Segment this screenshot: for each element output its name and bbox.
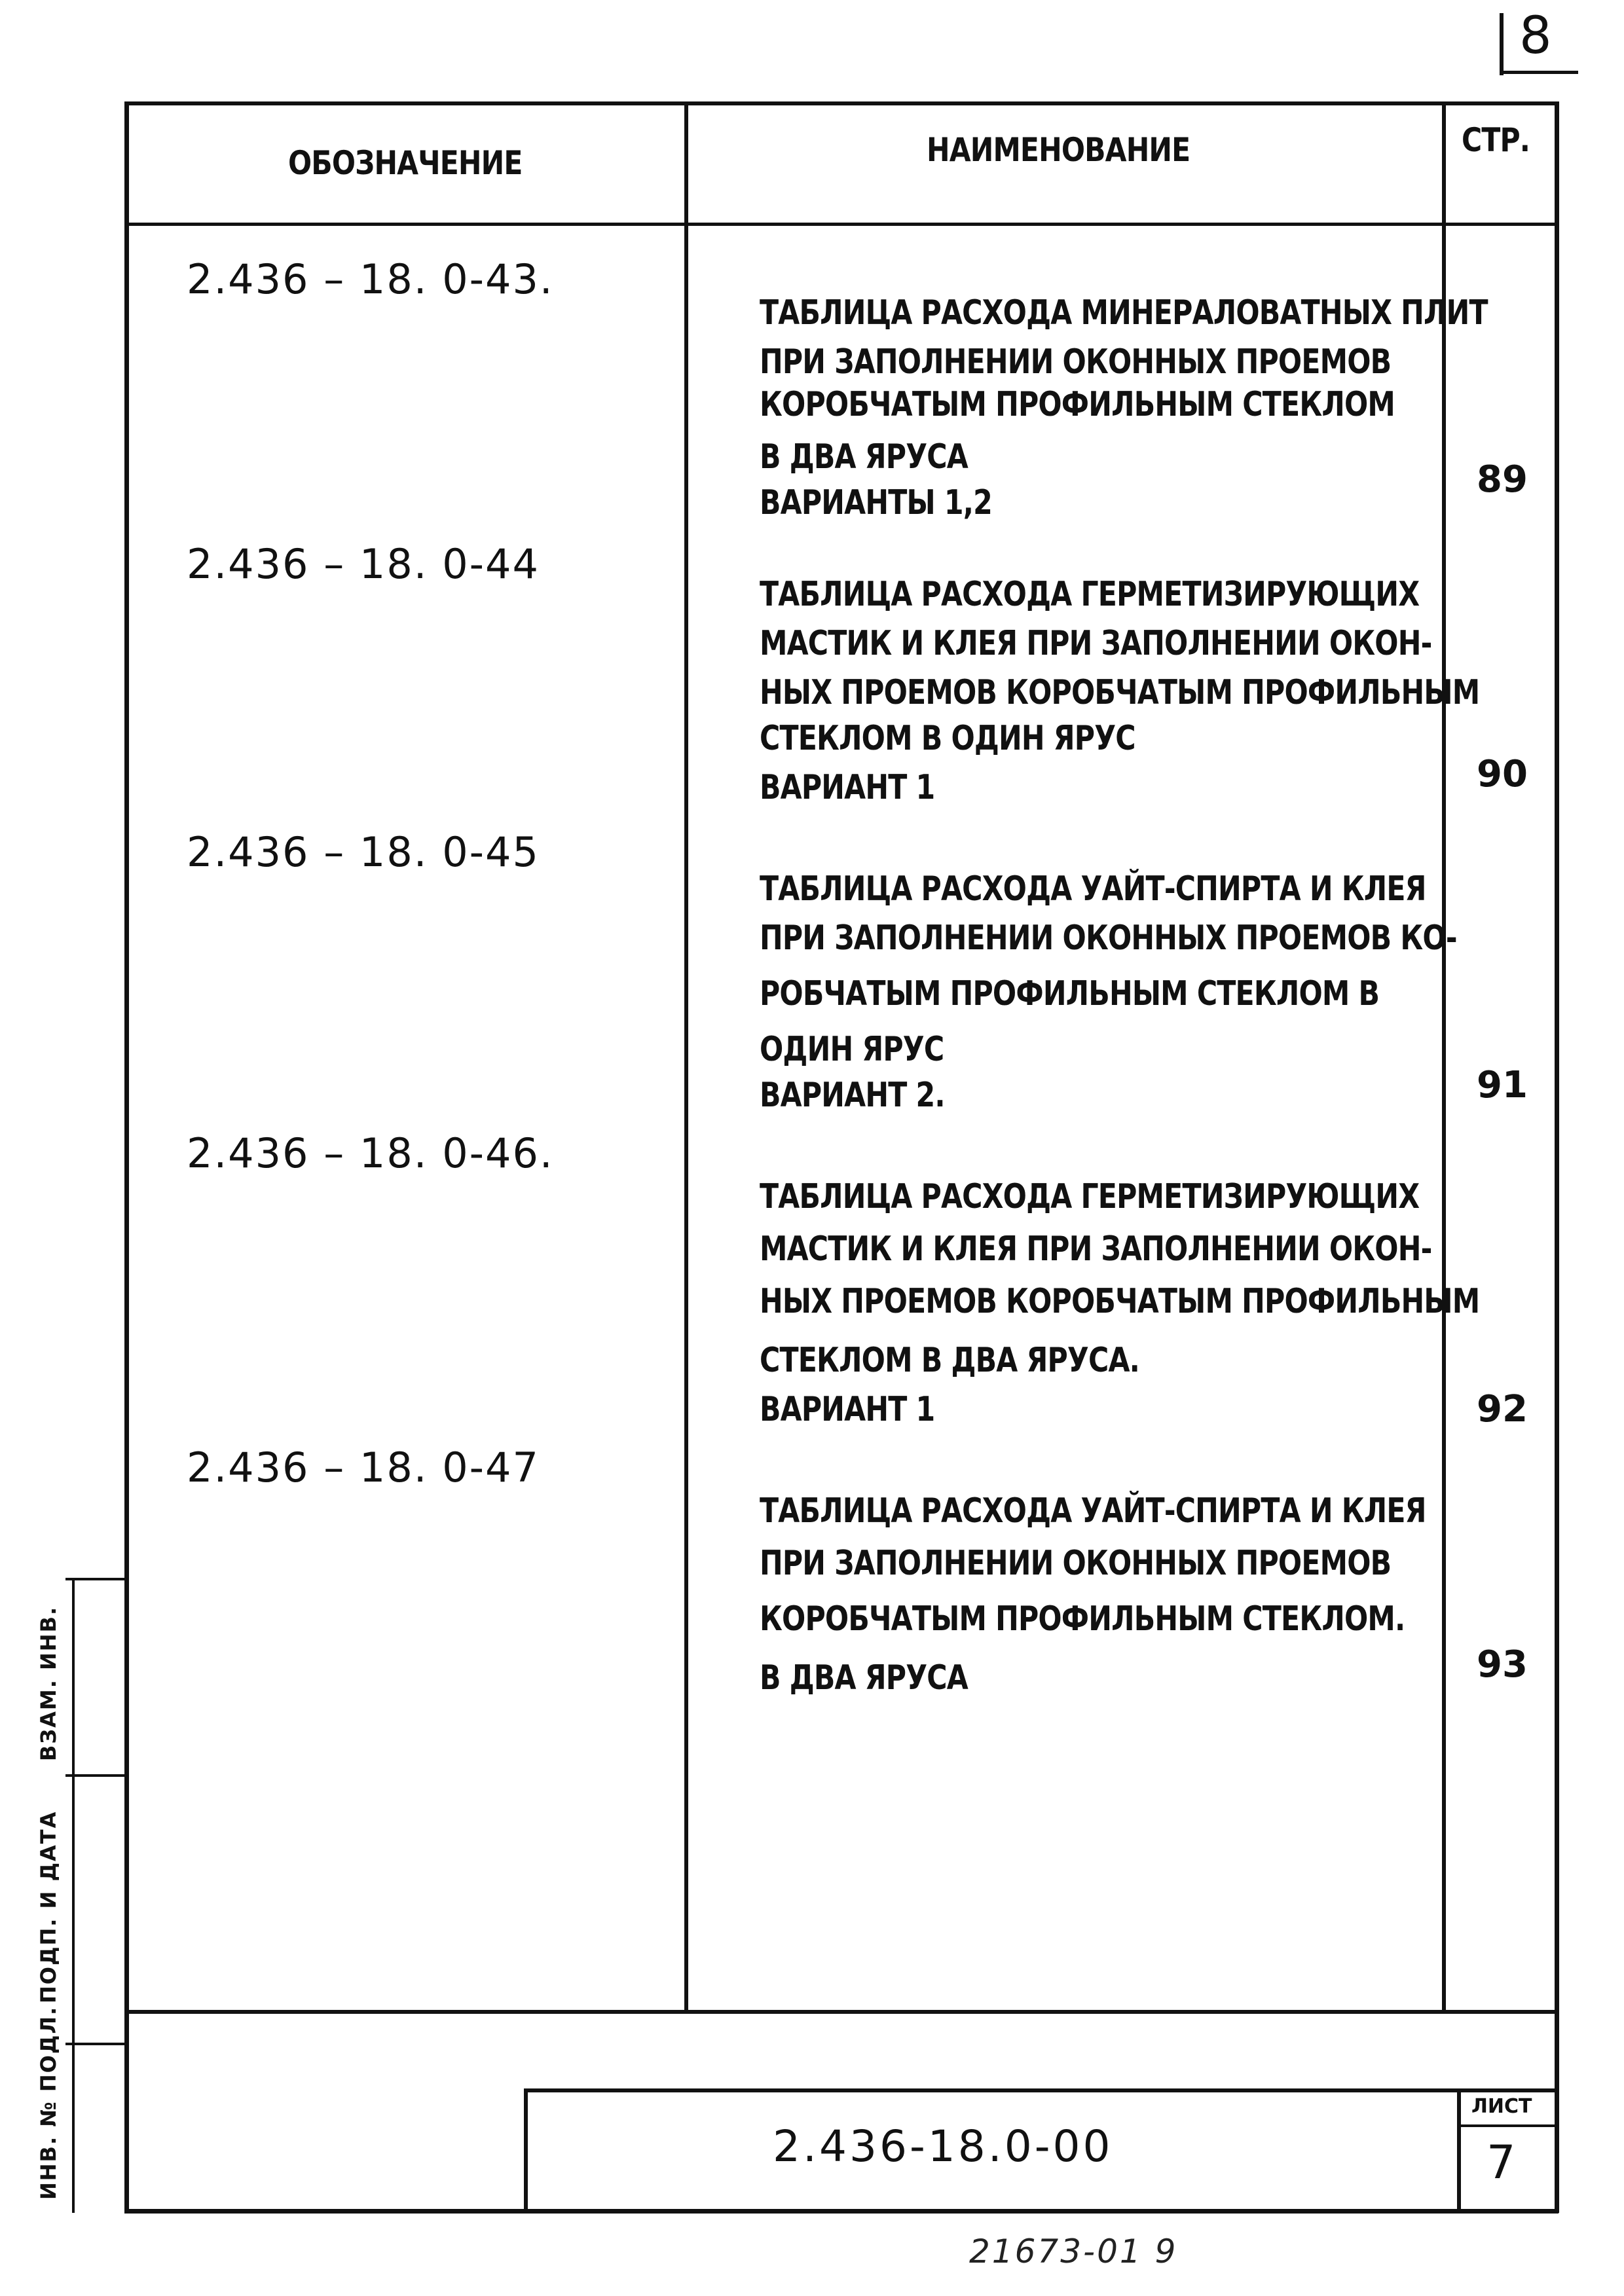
side-label-signature-date: ПОДП. И ДАТА <box>36 1810 61 2003</box>
entry-5-page: 93 <box>1477 1643 1528 1686</box>
entry-2-name-line-4: СТЕКЛОМ В ОДИН ЯРУС <box>760 719 1135 758</box>
header-designation: ОБОЗНАЧЕНИЕ <box>288 144 523 182</box>
document-code: 2.436-18.0-00 <box>773 2121 1113 2172</box>
entry-2-name-line-5: ВАРИАНТ 1 <box>760 768 935 807</box>
side-stamp-top <box>65 1578 128 1580</box>
entry-3-name-line-1: ТАБЛИЦА РАСХОДА УАЙТ-СПИРТА И КЛЕЯ <box>760 869 1426 909</box>
header-page: СТР. <box>1462 121 1530 159</box>
entry-3-page: 91 <box>1477 1064 1528 1106</box>
entry-1-name-line-1: ТАБЛИЦА РАСХОДА МИНЕРАЛОВАТНЫХ ПЛИТ <box>760 293 1488 333</box>
entry-4-page: 92 <box>1477 1388 1528 1430</box>
side-stamp-inner-line <box>72 1578 75 2213</box>
frame-left <box>124 101 129 2213</box>
entry-5-name-line-2: ПРИ ЗАПОЛНЕНИИ ОКОННЫХ ПРОЕМОВ <box>760 1544 1392 1583</box>
entry-3-name-line-5: ВАРИАНТ 2. <box>760 1076 945 1115</box>
entry-4-name-line-5: ВАРИАНТ 1 <box>760 1390 935 1429</box>
sheet-label: ЛИСТ <box>1471 2095 1532 2118</box>
side-stamp-divider-1 <box>65 1774 128 1777</box>
entry-3-name-line-3: РОБЧАТЫМ ПРОФИЛЬНЫМ СТЕКЛОМ В <box>760 974 1380 1013</box>
header-divider <box>124 223 1559 226</box>
page-number-underline <box>1500 71 1578 74</box>
entry-1-name-line-3: КОРОБЧАТЫМ ПРОФИЛЬНЫМ СТЕКЛОМ <box>760 385 1395 424</box>
header-name: НАИМЕНОВАНИЕ <box>927 131 1190 169</box>
frame-top <box>124 101 1559 105</box>
page-number: 8 <box>1519 7 1552 65</box>
entry-1-name-line-2: ПРИ ЗАПОЛНЕНИИ ОКОННЫХ ПРОЕМОВ <box>760 342 1392 382</box>
entry-2-name-line-1: ТАБЛИЦА РАСХОДА ГЕРМЕТИЗИРУЮЩИХ <box>760 575 1420 614</box>
entry-3-name-line-2: ПРИ ЗАПОЛНЕНИИ ОКОННЫХ ПРОЕМОВ КО- <box>760 919 1457 958</box>
column-divider-1 <box>684 101 688 2013</box>
entry-2-page: 90 <box>1477 753 1528 795</box>
entry-4-name-line-1: ТАБЛИЦА РАСХОДА ГЕРМЕТИЗИРУЮЩИХ <box>760 1177 1420 1216</box>
side-stamp-divider-2 <box>65 2043 128 2045</box>
frame-bottom <box>124 2209 1559 2214</box>
entry-1-page: 89 <box>1477 458 1528 501</box>
side-label-inventory: ИНВ. № ПОДЛ. <box>36 2005 61 2200</box>
entry-4-name-line-3: НЫХ ПРОЕМОВ КОРОБЧАТЫМ ПРОФИЛЬНЫМ <box>760 1282 1480 1321</box>
entry-3-designation: 2.436 – 18. 0-45 <box>187 828 540 876</box>
archive-number: 21673-01 9 <box>969 2232 1178 2270</box>
entry-5-designation: 2.436 – 18. 0-47 <box>187 1444 540 1491</box>
entry-5-name-line-3: КОРОБЧАТЫМ ПРОФИЛЬНЫМ СТЕКЛОМ. <box>760 1599 1405 1639</box>
side-label-replaced-inventory: ВЗАМ. ИНВ. <box>36 1605 61 1761</box>
page-number-divider <box>1500 13 1504 75</box>
entry-1-designation: 2.436 – 18. 0-43. <box>187 255 554 303</box>
column-divider-2 <box>1442 101 1446 2013</box>
title-block-top <box>524 2088 1559 2092</box>
title-block-sheet-divider <box>1457 2088 1461 2213</box>
entry-1-name-line-5: ВАРИАНТЫ 1,2 <box>760 483 992 522</box>
entry-2-name-line-3: НЫХ ПРОЕМОВ КОРОБЧАТЫМ ПРОФИЛЬНЫМ <box>760 673 1480 712</box>
entry-2-name-line-2: МАСТИК И КЛЕЯ ПРИ ЗАПОЛНЕНИИ ОКОН- <box>760 624 1432 663</box>
sheet-number: 7 <box>1486 2136 1516 2189</box>
frame-right <box>1555 101 1559 2213</box>
entry-5-name-line-4: В ДВА ЯРУСА <box>760 1658 968 1698</box>
entry-3-name-line-4: ОДИН ЯРУС <box>760 1030 944 1069</box>
title-block-left <box>524 2088 528 2213</box>
entry-5-name-line-1: ТАБЛИЦА РАСХОДА УАЙТ-СПИРТА И КЛЕЯ <box>760 1491 1426 1531</box>
table-bottom <box>124 2010 1559 2014</box>
entry-4-name-line-2: МАСТИК И КЛЕЯ ПРИ ЗАПОЛНЕНИИ ОКОН- <box>760 1230 1432 1269</box>
entry-2-designation: 2.436 – 18. 0-44 <box>187 540 540 588</box>
entry-4-designation: 2.436 – 18. 0-46. <box>187 1129 554 1177</box>
title-block-sheet-label-line <box>1457 2124 1559 2127</box>
entry-1-name-line-4: В ДВА ЯРУСА <box>760 437 968 477</box>
entry-4-name-line-4: СТЕКЛОМ В ДВА ЯРУСА. <box>760 1341 1140 1380</box>
